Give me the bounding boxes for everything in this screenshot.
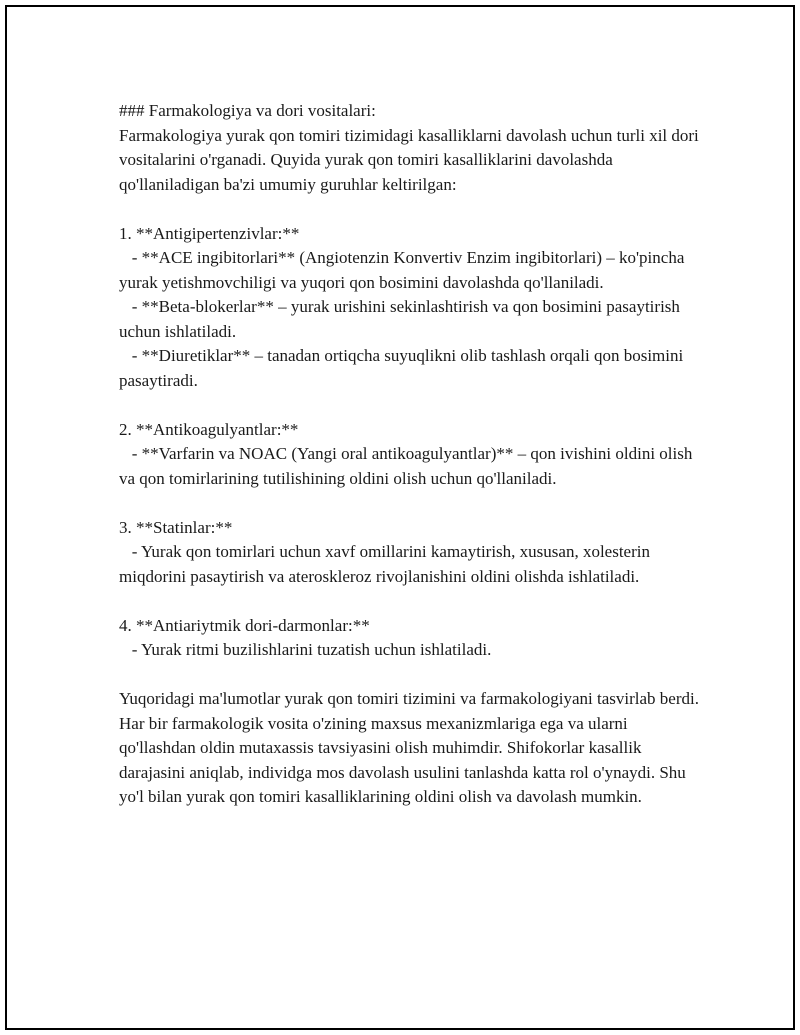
page-frame <box>5 5 795 1030</box>
list-item-ace: - **ACE ingibitorlari** (Angiotenzin Konvertiv Enzim ingibitorlari) – ko'pincha yurak yetishmovchiligi va yuqori qon bosimini davolashda qo'llaniladi. <box>119 248 689 292</box>
list-item-antiariytmik: - Yurak ritmi buzilishlarini tuzatish uchun ishlatiladi. <box>119 640 492 659</box>
document-heading: ### Farmakologiya va dori vositalari: <box>119 101 376 120</box>
paragraph-gap <box>119 491 699 516</box>
list-item-beta-blokerlar: - **Beta-blokerlar** – yurak urishini sekinlashtirish va qon bosimini pasaytirish uchun ishlatiladi. <box>119 297 685 341</box>
list-item-diuretiklar: - **Diuretiklar** – tanadan ortiqcha suyuqlikni olib tashlash orqali qon bosimini pasaytiradi. <box>119 346 688 390</box>
list-item-varfarin: - **Varfarin va NOAC (Yangi oral antikoagulyantlar)** – qon ivishini oldini olish va qon tomirlarining tutilishining oldini olish uchun qo'llaniladi. <box>119 444 697 488</box>
section-title-statinlar: 3. **Statinlar:** <box>119 517 233 537</box>
intro-paragraph: Farmakologiya yurak qon tomiri tizimidagi kasalliklarni davolash uchun turli xil dori vositalarini o'rganadi. Quyida yurak qon tomiri kasalliklarini davolashda qo'llaniladigan ba'zi umumiy guruhlar keltirilgan: <box>119 125 704 194</box>
list-item-statinlar: - Yurak qon tomirlari uchun xavf omillarini kamaytirish, xususan, xolesterin miqdorini pasaytirish va ateroskleroz rivojlanishini oldini olishda ishlatiladi. <box>119 542 655 586</box>
section-title-antikoagulyantlar: 2. **Antikoagulyantlar:** <box>119 419 299 439</box>
section-title-antigipertenzivlar: 1. **Antigipertenzivlar:** <box>119 223 300 243</box>
paragraph-gap <box>119 663 699 688</box>
paragraph-gap <box>119 197 699 222</box>
document-body <box>119 99 704 810</box>
section-title-antiariytmik: 4. **Antiariytmik dori-darmonlar:** <box>119 615 370 635</box>
paragraph-gap <box>119 393 699 418</box>
paragraph-gap <box>119 589 699 614</box>
conclusion-paragraph: Yuqoridagi ma'lumotlar yurak qon tomiri tizimini va farmakologiyani tasvirlab berdi. Har bir farmakologik vosita o'zining maxsus mexanizmlariga ega va ularni qo'llashdan oldin mutaxassis tavsiyasini olish muhimdir. Shifokorlar kasallik darajasini aniqlab, individga mos davolash usulini tanlashda katta rol o'ynaydi. Shu yo'l bilan yurak qon tomiri kasalliklarining oldini olish va davolash mumkin. <box>119 689 704 806</box>
